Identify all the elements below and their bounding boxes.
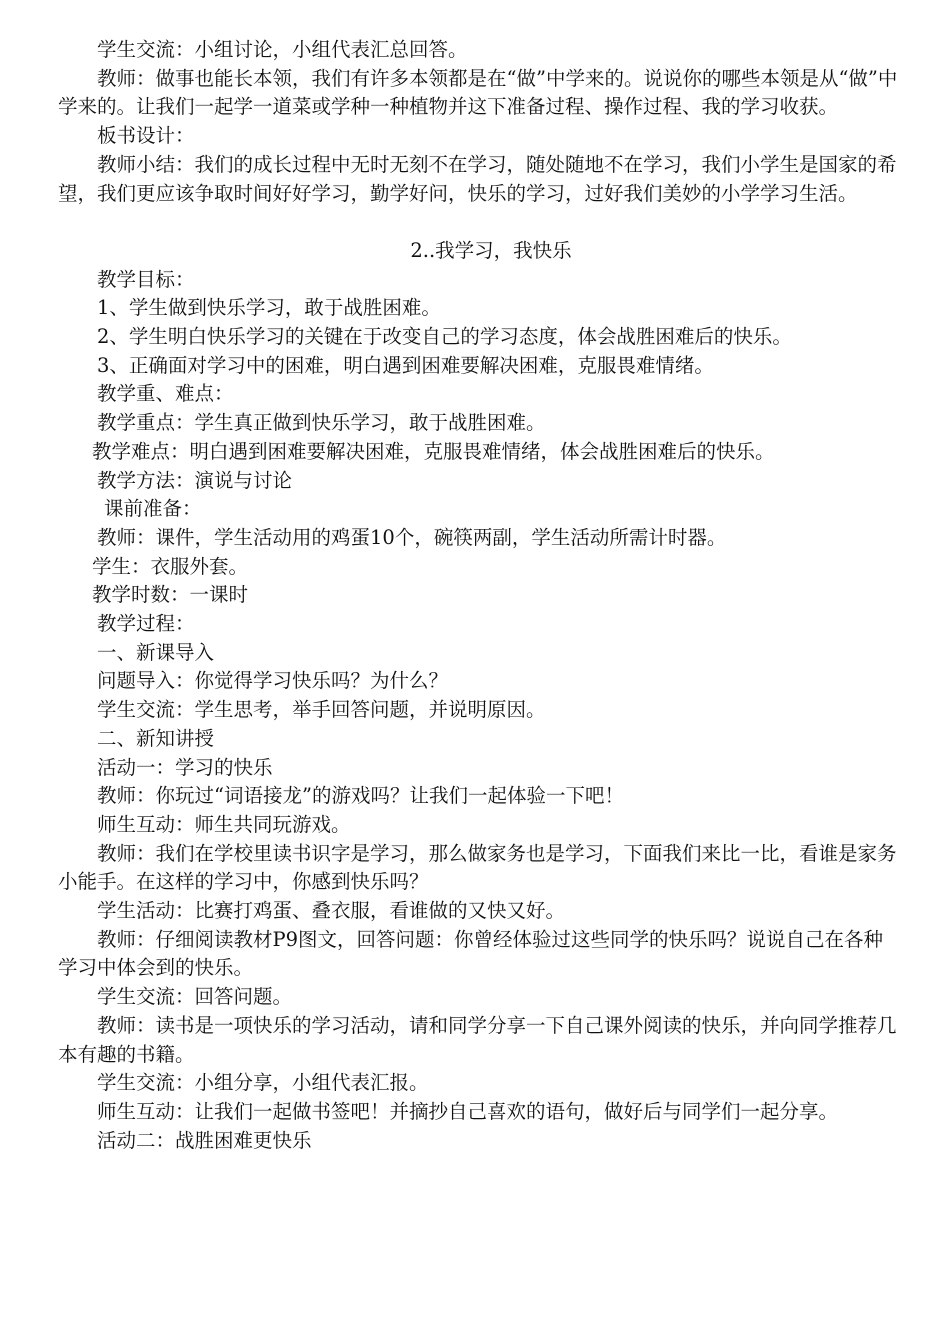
intro-paragraph-1: 学生交流：小组讨论，小组代表汇总回答。 <box>97 38 468 61</box>
process-step-12: 教师：读书是一项快乐的学习活动，请和同学分享一下自己课外阅读的快乐，并向同学推荐几本有趣的书籍。 <box>58 1013 897 1066</box>
process-step-13: 学生交流：小组分享，小组代表汇报。 <box>97 1071 429 1095</box>
key-heading: 教学重、难点： <box>97 382 234 406</box>
process-step-11: 学生交流：回答问题。 <box>97 985 293 1009</box>
intro-paragraph-3: 板书设计： <box>97 124 195 148</box>
process-step-6: 教师：你玩过“词语接龙”的游戏吗？让我们一起体验一下吧！ <box>97 784 624 808</box>
key-point: 教学重点：学生真正做到快乐学习，敢于战胜困难。 <box>97 411 546 435</box>
intro-paragraph-4: 教师小结：我们的成长过程中无时无刻不在学习，随处随地不在学习，我们小学生是国家的希望，我们更应该争取时间好好学习，勤学好问，快乐的学习，过好我们美妙的小学学习生活。 <box>58 152 897 205</box>
document-page <box>58 36 900 1155</box>
process-step-5: 活动一：学习的快乐 <box>97 755 273 779</box>
teaching-method: 教学方法：演说与讨论 <box>97 468 293 492</box>
objective-item-1: 1、学生做到快乐学习，敢于战胜困难。 <box>97 296 441 320</box>
process-step-10: 教师：仔细阅读教材P9图文，回答问题：你曾经体验过这些同学的快乐吗？说说自己在各种学习中体会到的快乐。 <box>58 927 884 980</box>
objective-item-2: 2、学生明白快乐学习的关键在于改变自己的学习态度，体会战胜困难后的快乐。 <box>97 325 792 349</box>
objective-item-3: 3、正确面对学习中的困难，明白遇到困难要解决困难，克服畏难情绪。 <box>97 353 714 377</box>
process-step-9: 学生活动：比赛打鸡蛋、叠衣服，看谁做的又快又好。 <box>97 899 566 923</box>
prep-teacher: 教师：课件，学生活动用的鸡蛋10个，碗筷两副，学生活动所需计时器。 <box>97 525 727 549</box>
prep-student: 学生：衣服外套。 <box>92 554 249 578</box>
section-gap <box>58 208 900 237</box>
process-step-4: 二、新知讲授 <box>97 726 215 750</box>
intro-paragraph-2: 教师：做事也能长本领，我们有许多本领都是在“做”中学来的。说说你的哪些本领是从“做”中学来的。让我们一起学一道菜或学种一种植物并这下准备过程、操作过程、我的学习收获。 <box>58 66 898 119</box>
lesson-title: 2..我学习，我快乐 <box>410 238 572 262</box>
objectives-heading: 教学目标： <box>97 267 195 291</box>
process-step-2: 问题导入：你觉得学习快乐吗？为什么？ <box>97 669 449 693</box>
process-step-3: 学生交流：学生思考，举手回答问题，并说明原因。 <box>97 698 546 722</box>
process-step-7: 师生互动：师生共同玩游戏。 <box>97 812 351 836</box>
prep-heading: 课前准备： <box>104 497 202 521</box>
process-step-15: 活动二：战胜困难更快乐 <box>97 1128 312 1152</box>
process-step-8: 教师：我们在学校里读书识字是学习，那么做家务也是学习，下面我们来比一比，看谁是家务小能手。在这样的学习中，你感到快乐吗？ <box>58 841 897 894</box>
process-heading: 教学过程： <box>97 612 195 636</box>
process-step-14: 师生互动：让我们一起做书签吧！并摘抄自己喜欢的语句，做好后与同学们一起分享。 <box>97 1100 839 1123</box>
teaching-hours: 教学时数：一课时 <box>92 583 249 607</box>
difficult-point: 教学难点：明白遇到困难要解决困难，克服畏难情绪，体会战胜困难后的快乐。 <box>92 439 775 463</box>
process-step-1: 一、新课导入 <box>97 640 215 664</box>
